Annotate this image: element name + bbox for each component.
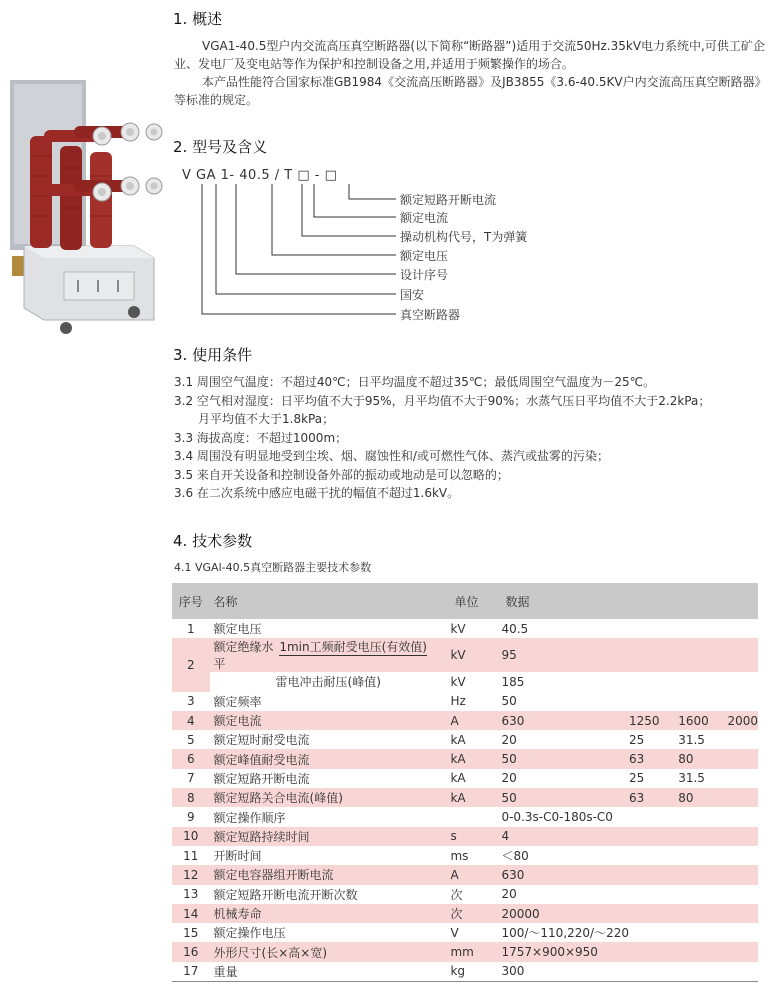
cell-data	[629, 904, 678, 923]
insulation-sub-label-1: 1min工频耐受电压(有效值)	[279, 640, 427, 655]
cell-name	[210, 638, 451, 672]
cell-unit: kg	[450, 962, 501, 982]
cell-data	[629, 692, 678, 711]
cell-data	[727, 962, 758, 982]
table-row	[172, 749, 758, 768]
table-row	[172, 827, 758, 846]
cell-unit: kA	[450, 771, 466, 786]
insulation-sub-label-2: 雷电冲击耐压(峰值)	[275, 675, 381, 690]
table-row	[172, 769, 758, 788]
cell-data: 25	[629, 771, 645, 786]
cell-no: 6	[172, 749, 210, 768]
overview-text	[174, 37, 766, 109]
cell-data: 80	[678, 749, 727, 768]
cell-name: 额定操作顺序	[213, 810, 286, 825]
cell-unit: kV	[450, 621, 466, 636]
condition-item: 3.2 空气相对湿度：日平均值不大于95%，月平均值不大于90%；水蒸气压日平均值不大于2.2kPa；	[174, 393, 711, 408]
cell-data: 1757×900×950	[501, 942, 629, 961]
cell-data: 630	[501, 865, 629, 884]
cell-data	[727, 769, 758, 788]
cell-data	[727, 692, 758, 711]
cell-data: 50	[501, 788, 629, 807]
cell-no: 13	[183, 887, 199, 902]
cell-data	[678, 904, 727, 923]
insulation-level-label: 额定绝缘水平	[213, 640, 274, 672]
model-label-mechanism: 操动机构代号，T为弹簧	[400, 230, 528, 244]
cell-unit: A	[450, 865, 501, 884]
cell-no: 3	[186, 694, 195, 709]
cell-no: 9	[186, 810, 195, 825]
cell-data	[727, 807, 758, 826]
cell-unit: V	[450, 925, 459, 940]
overview-paragraph-2: 本产品性能符合国家标准GB1984《交流高压断路器》及JB3855《3.6-40.5KV户内交流高压真空断路器》等标准的规定。	[174, 75, 761, 107]
cell-unit: kV	[450, 638, 501, 672]
cell-data	[629, 619, 678, 638]
condition-item: 3.3 海拔高度：不超过1000m；	[174, 430, 348, 445]
cell-no: 1	[186, 621, 195, 636]
cell-data: 20000	[501, 904, 629, 923]
cell-data: 20	[501, 732, 517, 747]
cell-data	[678, 692, 727, 711]
cell-name: 额定电容器组开断电流	[210, 865, 451, 884]
cell-data: 80	[678, 788, 727, 807]
table-header-row	[172, 583, 758, 619]
table-row	[172, 788, 758, 807]
cell-name	[210, 672, 451, 691]
cell-data	[629, 846, 678, 865]
table-row	[172, 865, 758, 884]
cell-name: 额定短路开断电流	[213, 771, 310, 786]
cell-name: 额定频率	[213, 694, 262, 709]
cell-data: 25	[629, 732, 645, 747]
section-title-model: 2. 型号及含义	[173, 138, 268, 156]
cell-data	[678, 962, 727, 982]
cell-unit: kA	[450, 732, 466, 747]
cell-data: 31.5	[678, 771, 705, 786]
cell-no: 4	[172, 711, 210, 730]
cell-no: 8	[172, 788, 210, 807]
cell-data: 95	[501, 638, 758, 672]
cell-no: 16	[172, 942, 210, 961]
table-row	[172, 962, 758, 982]
cell-unit	[450, 807, 501, 826]
cell-data: 1600	[678, 711, 727, 730]
cell-data	[727, 923, 758, 942]
cell-name: 外形尺寸(长×高×宽)	[210, 942, 451, 961]
cell-unit: s	[450, 827, 501, 846]
cell-data	[678, 885, 727, 904]
table-row	[172, 846, 758, 865]
specs-caption: 4.1 VGAl-40.5真空断路器主要技术参数	[174, 561, 372, 574]
table-row	[172, 619, 758, 638]
section-title-conditions: 3. 使用条件	[173, 346, 253, 364]
cell-data	[629, 962, 678, 982]
cell-data	[678, 619, 727, 638]
cell-data: 1250	[629, 711, 678, 730]
model-diagram	[174, 166, 594, 326]
cell-name: 额定短路持续时间	[210, 827, 451, 846]
cell-data: 63	[629, 749, 678, 768]
cell-data	[678, 865, 727, 884]
condition-item: 3.5 来自开关设备和控制设备外部的振动或地动是可以忽略的；	[174, 467, 509, 482]
cell-data	[629, 923, 678, 942]
cell-data: 4	[501, 827, 629, 846]
table-row	[172, 711, 758, 730]
cell-name: 额定操作电压	[213, 926, 286, 941]
cell-data	[678, 942, 727, 961]
cell-no: 11	[183, 848, 199, 863]
cell-data	[727, 730, 758, 749]
cell-data	[629, 885, 678, 904]
cell-no: 14	[172, 904, 210, 923]
cell-data	[678, 923, 727, 942]
cell-data	[727, 942, 758, 961]
table-row	[172, 672, 758, 691]
table-row	[172, 923, 758, 942]
cell-data: 185	[501, 674, 525, 689]
header-no: 序号	[172, 583, 210, 619]
vacuum-breaker-image	[4, 76, 164, 344]
cell-no: 15	[183, 925, 199, 940]
table-row	[172, 638, 758, 672]
condition-item: 3.6 在二次系统中感应电磁干扰的幅值不超过1.6kV。	[174, 486, 460, 500]
model-label-breaking-current: 额定短路开断电流	[400, 193, 497, 207]
cell-data: 630	[501, 711, 629, 730]
cell-data: 300	[501, 962, 629, 982]
header-unit: 单位	[450, 583, 501, 619]
model-label-rated-voltage: 额定电压	[400, 249, 449, 263]
cell-no: 17	[172, 962, 210, 982]
cell-name: 额定短时耐受电流	[213, 733, 310, 748]
header-data: 数据	[501, 583, 758, 619]
cell-unit: kA	[450, 749, 501, 768]
model-label-vacuum-breaker: 真空断路器	[400, 308, 461, 322]
cell-no: 5	[186, 732, 195, 747]
cell-data: 63	[629, 788, 678, 807]
cell-data	[727, 846, 758, 865]
model-label-rated-current: 额定电流	[400, 211, 449, 225]
cell-name: 额定短路关合电流(峰值)	[210, 788, 451, 807]
overview-paragraph-1: VGA1-40.5型户内交流高压真空断路器(以下简称“断路器”)适用于交流50Hz.35kV电力系统中,可供工矿企业、发电厂及变电站等作为保护和控制设备之用,并适用于频繁操作的场合。	[174, 39, 765, 71]
table-row	[172, 807, 758, 826]
cell-unit: 次	[450, 904, 501, 923]
table-row	[172, 885, 758, 904]
cell-data: 50	[501, 749, 629, 768]
table-row	[172, 730, 758, 749]
cell-unit: 次	[450, 887, 463, 902]
model-label-design-no: 设计序号	[400, 268, 449, 282]
table-row	[172, 692, 758, 711]
section-title-specs: 4. 技术参数	[173, 532, 253, 550]
section-title-overview: 1. 概述	[173, 10, 223, 28]
cell-name: 开断时间	[213, 849, 262, 864]
cell-no: 10	[172, 827, 210, 846]
cell-no: 7	[186, 771, 195, 786]
cell-data: 31.5	[678, 732, 705, 747]
cell-data: 40.5	[501, 621, 529, 636]
cell-unit: Hz	[450, 694, 466, 709]
condition-item: 3.4 周围没有明显地受到尘埃、烟、腐蚀性和/或可燃性气体、蒸汽或盐雾的污染；	[174, 449, 609, 463]
specs-table	[172, 583, 758, 982]
cell-data	[727, 904, 758, 923]
cell-data: ＜80	[501, 849, 529, 864]
cell-name: 额定峰值耐受电流	[210, 749, 451, 768]
cell-unit: A	[450, 711, 501, 730]
condition-item: 3.1 周围空气温度：不超过40℃；日平均温度不超过35℃；最低周围空气温度为－25℃。	[174, 375, 656, 389]
conditions-list	[174, 373, 768, 503]
cell-no: 2	[172, 638, 210, 691]
cell-name: 重量	[210, 962, 451, 982]
cell-data: 100/～110,220/～220	[501, 926, 629, 941]
cell-data	[678, 807, 727, 826]
cell-data	[629, 865, 678, 884]
cell-name: 机械寿命	[210, 904, 451, 923]
condition-item: 月平均值不大于1.8kPa；	[198, 412, 335, 426]
cell-data	[727, 749, 758, 768]
cell-data	[727, 788, 758, 807]
cell-data	[629, 807, 678, 826]
cell-unit: kA	[450, 788, 501, 807]
cell-data: 20	[501, 771, 517, 786]
cell-data	[678, 846, 727, 865]
cell-data	[629, 942, 678, 961]
cell-data	[727, 865, 758, 884]
cell-unit: kV	[450, 674, 466, 689]
cell-no: 12	[172, 865, 210, 884]
cell-data: 20	[501, 887, 517, 902]
cell-data	[629, 827, 678, 846]
model-code: V GA 1- 40.5 / T □ - □	[182, 168, 338, 183]
cell-name: 额定短路开断电流开断次数	[213, 887, 358, 902]
cell-data: 0-0.3s-C0-180s-C0	[501, 810, 613, 825]
cell-data	[727, 619, 758, 638]
cell-data	[727, 827, 758, 846]
cell-data	[727, 885, 758, 904]
cell-name: 额定电压	[213, 622, 262, 637]
table-row	[172, 904, 758, 923]
cell-data	[678, 827, 727, 846]
cell-data: 2000	[727, 711, 758, 730]
cell-name: 额定电流	[210, 711, 451, 730]
cell-data: 50	[501, 694, 517, 709]
model-leader-lines	[174, 166, 594, 326]
model-label-guoan: 国安	[400, 288, 425, 302]
header-name: 名称	[210, 583, 451, 619]
table-row	[172, 942, 758, 961]
cell-unit: ms	[450, 848, 469, 863]
cell-unit: mm	[450, 942, 501, 961]
